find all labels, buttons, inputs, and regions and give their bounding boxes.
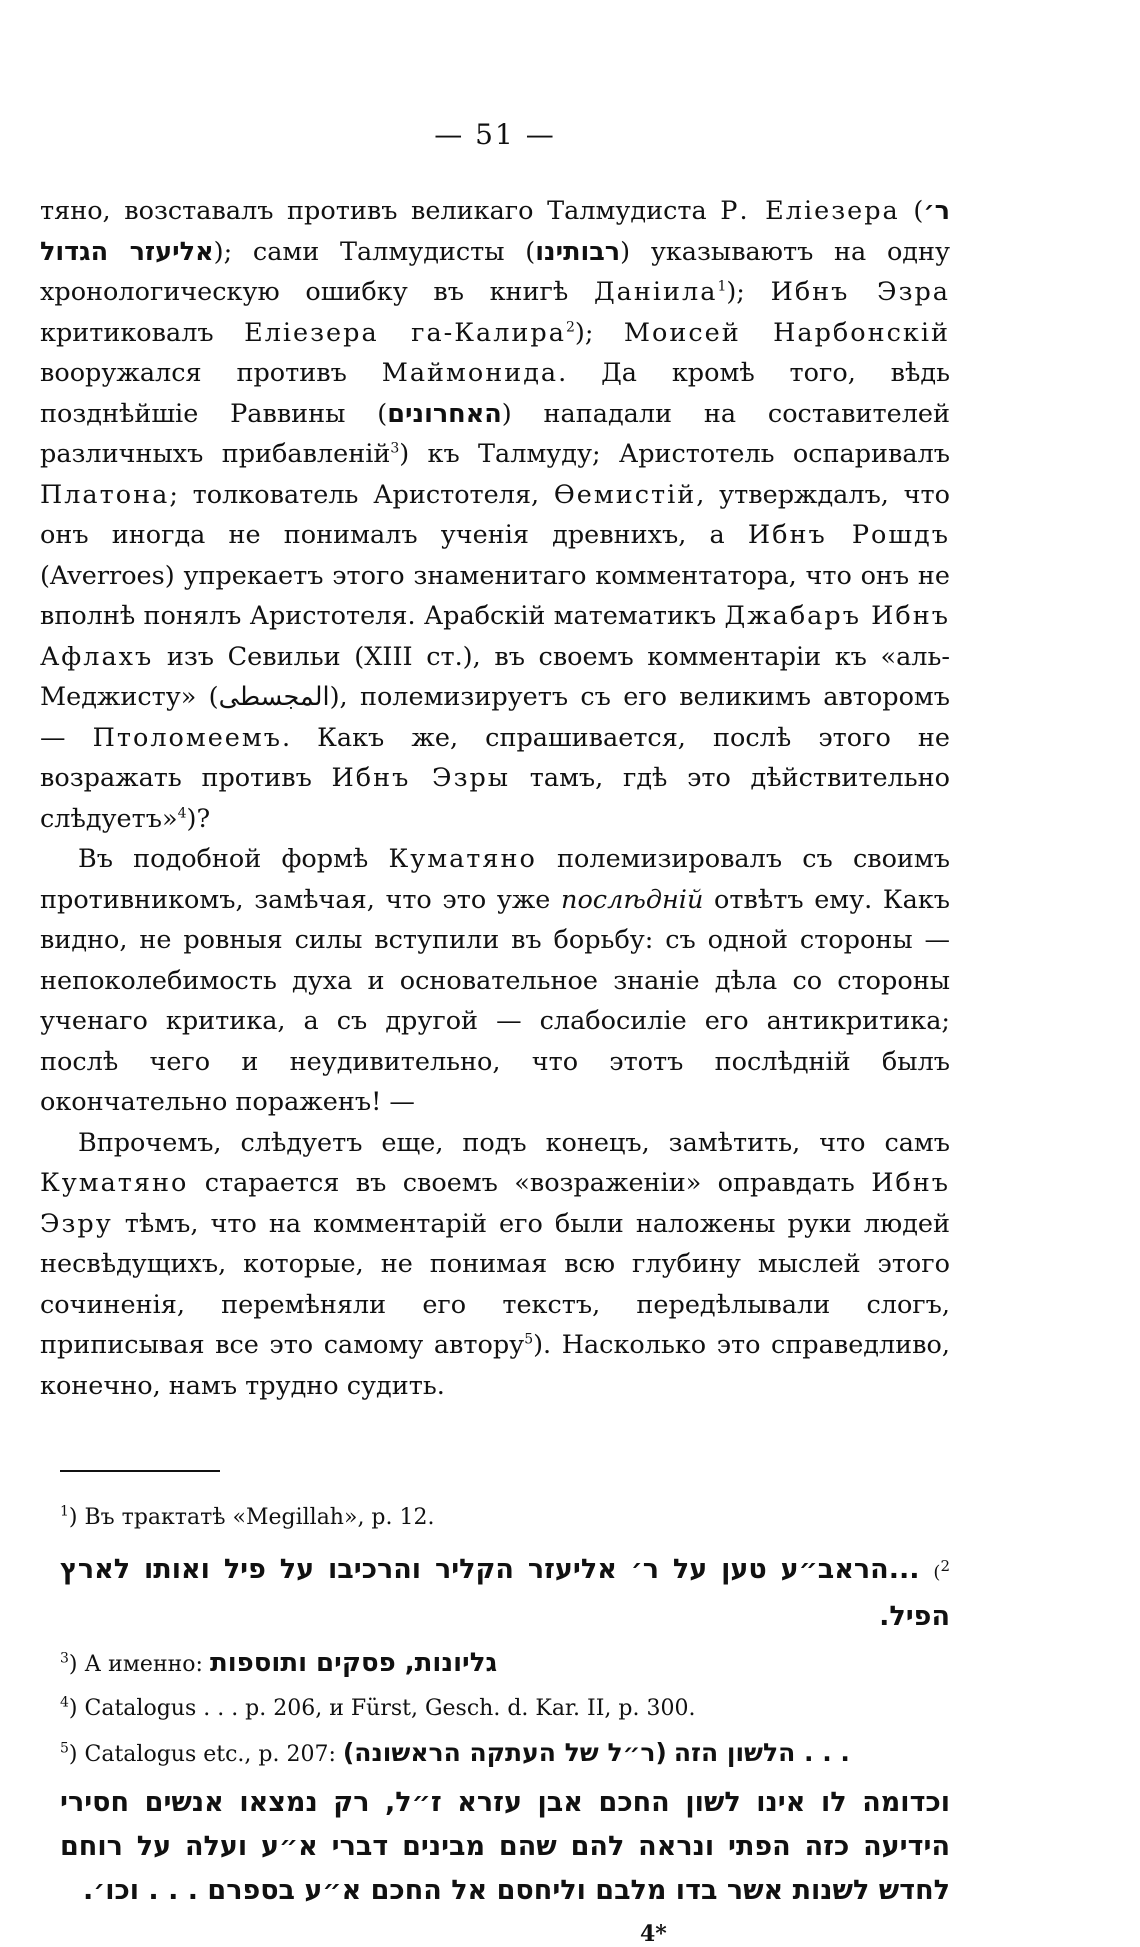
footnote-hebrew-text: ...הראב״ע טען על ר׳ אליעזר הקליר והרכיבו על פיל ואותו לארץ הפיל.: [60, 1554, 950, 1632]
text-run: )?: [186, 803, 211, 834]
text-run: изъ Севильи (XIII ст.), въ своемъ комментаріи къ «аль-Меджисту» (: [40, 641, 950, 712]
footnote-text: Въ трактатѣ «Megillah», p. 12.: [84, 1505, 435, 1530]
paragraph-2: [40, 839, 950, 1123]
text-run: (: [899, 196, 924, 226]
text-run: тамъ, гдѣ это дѣйствительно слѣдуетъ»: [40, 763, 950, 834]
footnote-3: $^3$) А именно: גליונות, פסקים ותוספות: [60, 1648, 498, 1678]
arabic-term: المجسطى: [218, 682, 330, 712]
footnote-number: 4: [60, 1694, 69, 1711]
emphasized-name: Куматяно: [40, 1168, 189, 1198]
text-run: ; толкователь Аристотеля,: [169, 479, 554, 510]
text-run: . Какъ же, спрашивается, послѣ этого не возражать противъ: [40, 722, 950, 793]
footnote-hebrew-text: גליונות, פסקים ותוספות: [209, 1648, 498, 1678]
footnote-number: 5: [60, 1740, 69, 1757]
emphasized-name: Ибнъ Рошдъ: [747, 520, 950, 550]
text-run: );: [574, 317, 624, 348]
text-run: полемизировалъ съ своимъ противникомъ, замѣчая, что это уже: [40, 844, 950, 915]
emphasized-name: Еліезера га-Калира: [244, 317, 566, 348]
footnote-number: 3: [60, 1650, 69, 1667]
emphasized-name: Куматяно: [388, 844, 537, 874]
footnote-reference: 3: [390, 440, 400, 457]
paragraph-3: [40, 1123, 950, 1407]
emphasized-name: Ибнъ Эзру: [40, 1168, 950, 1239]
hebrew-term: ר׳ אליעזר הגדול: [40, 196, 950, 267]
text-run: отвѣтъ ему. Какъ видно, не ровныя силы вступили въ борьбу: съ одной стороны — непоколебимость духа и основательное знаніе дѣла со стороны ученаго критика, а съ другой — слабосиліе его антикритика; послѣ чего и неудивительно, что этотъ послѣдній былъ окончательно пораженъ! —: [40, 884, 950, 1117]
text-run: вооружался противъ: [40, 358, 382, 388]
signature-mark: 4*: [640, 1921, 667, 1947]
footnote-reference: 2: [565, 319, 575, 335]
footnote-reference: 4: [177, 805, 187, 821]
text-run: , утверждалъ, что онъ иногда не понималъ ученія древнихъ, а: [40, 479, 950, 550]
text-run: . Да кромѣ того, вѣдь позднѣйшіе Раввины (: [40, 358, 951, 429]
text-run: ), полемизируетъ съ его великимъ авторомъ —: [40, 682, 950, 753]
footnote-hebrew-intro: (ר״ל של העתקה הראשונה): [342, 1738, 667, 1767]
hebrew-term: רבותינו: [535, 236, 621, 267]
page-number: — 51 —: [434, 118, 556, 151]
text-run: старается въ своемъ «возраженіи» оправдать: [188, 1168, 872, 1198]
footnote-divider: [60, 1470, 220, 1472]
footnote-prefix: А именно:: [84, 1652, 203, 1677]
footnote-hebrew-lead: הלשון הזה . . .: [673, 1738, 850, 1767]
paragraph-1: [40, 191, 950, 839]
footnote-4: $^4$) Catalogus . . . p. 206, и Fürst, Gesch. d. Kar. II, p. 300.: [60, 1694, 696, 1721]
emphasized-name: Птоломеемъ: [92, 722, 282, 753]
text-run: ) къ Талмуду; Аристотель оспаривалъ: [399, 439, 950, 469]
text-run: Въ подобной формѣ: [78, 844, 389, 874]
text-run: ); сами Талмудисты (: [213, 236, 536, 267]
footnote-2: [60, 1544, 950, 1639]
emphasized-name: Р. Еліезера: [720, 196, 900, 226]
emphasized-name: Платона: [40, 479, 170, 510]
page: [40, 118, 950, 1947]
footnote-reference: 1: [717, 278, 727, 295]
text-run: ) указываютъ на одну хронологическую ошибку въ книгѣ: [40, 236, 950, 307]
footnote-reference: 5: [524, 1331, 534, 1348]
text-run: Впрочемъ, слѣдуетъ еще, подъ конецъ, замѣтить, что самъ: [78, 1127, 950, 1158]
footnote-number: 1: [60, 1503, 69, 1520]
footnote-number: $^2$): [933, 1557, 950, 1583]
footnote-prefix: Catalogus etc., p. 207:: [84, 1742, 336, 1767]
footnote-5-continuation: וכדומה לו אינו לשון החכם אבן עזרא ז״ל, רק נמצאו אנשים חסירי הידיעה כזה הפתי ונראה להם שהם מבינים דברי א״ע ועלה על רוחם לחדש לשנות אשר בדו מלבם וליחסם אל החכם א״ע בספרם . . . וכו׳.: [60, 1787, 950, 1906]
text-run: );: [726, 277, 771, 307]
text-run: тѣмъ, что на комментарій его были наложены руки людей несвѣдущихъ, которые, не понимая всю глубину мыслей этого сочиненія, перемѣняли его текстъ, передѣлывали слогъ, приписывая все это самому автору: [40, 1208, 950, 1360]
text-run: критиковалъ: [40, 317, 245, 348]
hebrew-term: האחרונים: [387, 398, 502, 429]
emphasized-name: Маймонида: [381, 358, 559, 388]
emphasized-name: Ибнъ Эзры: [331, 763, 511, 793]
emphasized-name: Ибнъ Эзра: [770, 277, 950, 307]
footnote-5: $^5$) Catalogus etc., p. 207: (ר״ל של העתקה הראשונה) הלשון הזה . . .: [60, 1738, 850, 1767]
emphasized-name: Моисей Нарбонскій: [623, 317, 950, 348]
footnote-text: Catalogus . . . p. 206, и Fürst, Gesch. d. Kar. II, p. 300.: [84, 1696, 696, 1721]
footnote-1: $^1$) Въ трактатѣ «Megillah», p. 12.: [60, 1503, 435, 1530]
emphasized-name: Даніила: [593, 277, 718, 307]
emphasized-name: Джабаръ Ибнъ Афлахъ: [40, 601, 950, 672]
emphasized-name: Өемистій: [553, 479, 697, 510]
text-run: ) нападали на составителей различныхъ прибавленій: [40, 398, 950, 469]
italic-word: послѣдній: [561, 884, 704, 915]
text-run: ). Насколько это справедливо, конечно, намъ трудно судить.: [40, 1330, 950, 1401]
text-run: (Averroes) упрекаетъ этого знаменитаго комментатора, что онъ не вполнѣ понялъ Аристотеля. Арабскій математикъ: [40, 560, 950, 631]
text-run: тяно, возставалъ противъ великаго Талмудиста: [40, 196, 721, 226]
